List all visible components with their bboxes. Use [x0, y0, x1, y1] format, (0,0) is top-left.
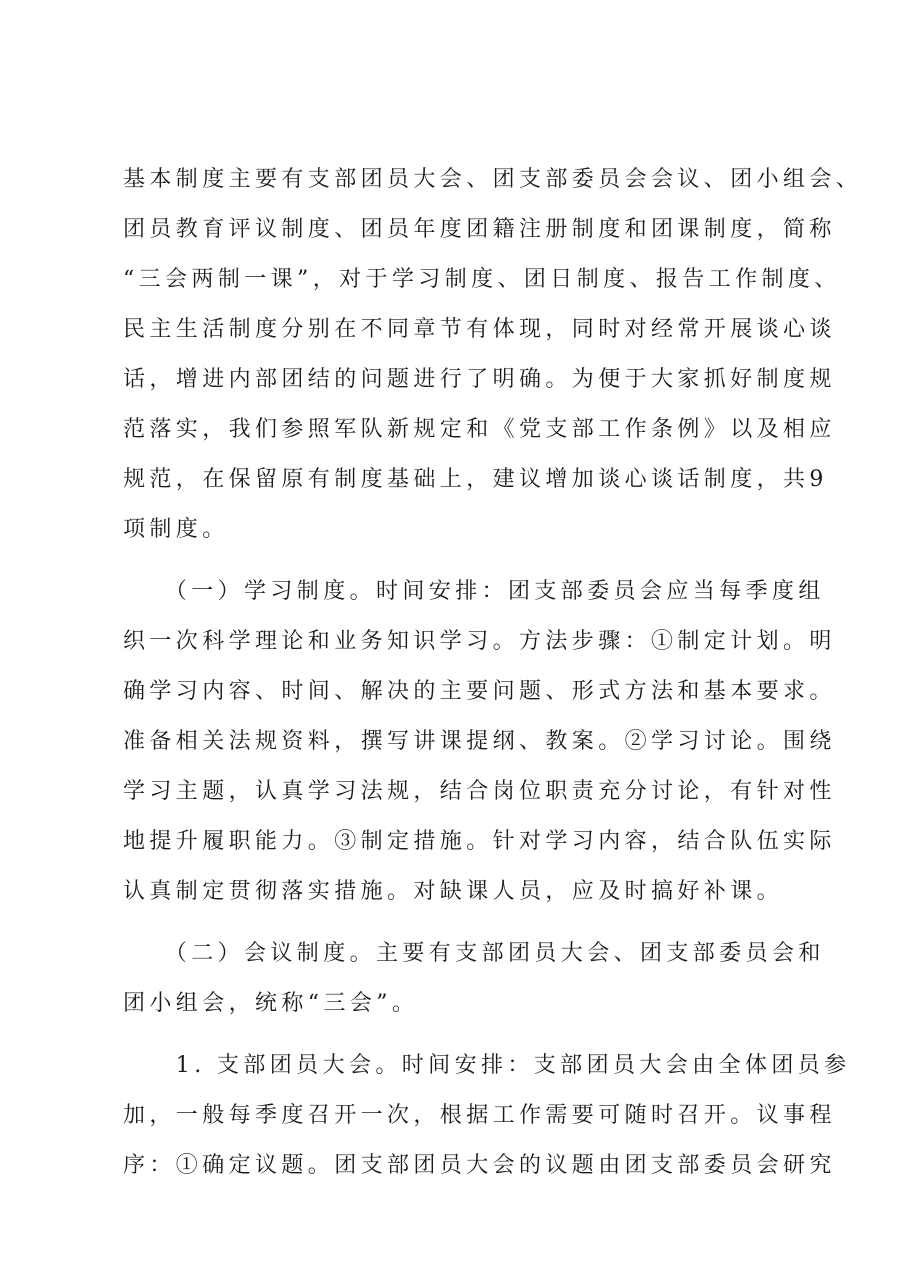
- text-line: 认真制定贯彻落实措施。对缺课人员，应及时搞好补课。: [123, 879, 784, 904]
- text-line: 基本制度主要有支部团员大会、团支部委员会会议、团小组会、: [123, 167, 863, 192]
- text-line: 准备相关法规资料，撰写讲课提纲、教案。②学习讨论。围绕: [123, 729, 836, 754]
- paragraph-gap: [123, 555, 823, 567]
- text-line: 地提升履职能力。③制定措施。针对学习内容，结合队伍实际: [123, 829, 836, 854]
- document-body: [123, 155, 863, 1191]
- text-line: 织一次科学理论和业务知识学习。方法步骤：①制定计划。明: [123, 629, 836, 654]
- text-line: 序：①确定议题。团支部团员大会的议题由团支部委员会研究: [123, 1153, 836, 1178]
- paragraph-gap: [123, 917, 823, 929]
- text-line: 范落实，我们参照军队新规定和《党支部工作条例》以及相应: [123, 417, 836, 442]
- text-line: 加，一般每季度召开一次，根据工作需要可随时召开。议事程: [123, 1103, 836, 1128]
- text-line: 规范，在保留原有制度基础上，建议增加谈心谈话制度，共9: [123, 467, 828, 492]
- text-line: 项制度。: [123, 517, 229, 542]
- text-line: 团小组会，统称“三会”。: [123, 991, 419, 1016]
- text-line: 团员教育评议制度、团员年度团籍注册制度和团课制度，简称: [123, 217, 836, 242]
- text-line: 学习主题，认真学习法规，结合岗位职责充分讨论，有针对性: [123, 779, 836, 804]
- text-line: 1. 支部团员大会。时间安排：支部团员大会由全体团员参: [123, 1053, 851, 1078]
- text-line: （一）学习制度。时间安排：团支部委员会应当每季度组: [123, 579, 825, 604]
- paragraph-gap: [123, 1029, 823, 1041]
- text-line: “三会两制一课”，对于学习制度、团日制度、报告工作制度、: [123, 267, 841, 292]
- text-line: 话，增进内部团结的问题进行了明确。为便于大家抓好制度规: [123, 367, 836, 392]
- text-line: 确学习内容、时间、解决的主要问题、形式方法和基本要求。: [123, 679, 836, 704]
- text-line: 民主生活制度分别在不同章节有体现，同时对经常开展谈心谈: [123, 317, 836, 342]
- text-line: （二）会议制度。主要有支部团员大会、团支部委员会和: [123, 941, 825, 966]
